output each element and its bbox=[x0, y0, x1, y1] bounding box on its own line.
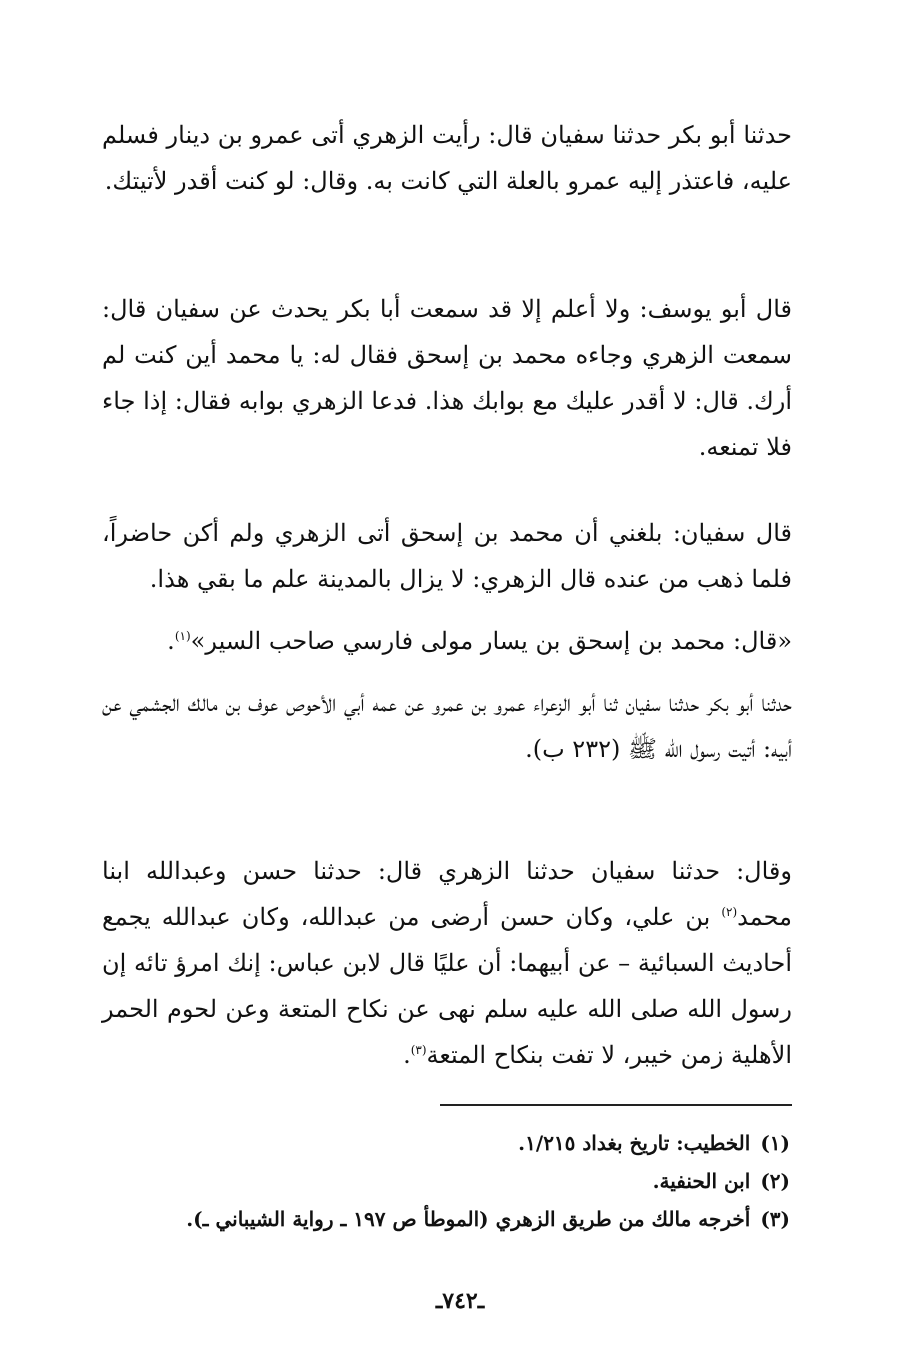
footnote-divider bbox=[440, 1104, 792, 1106]
paragraph-2: قال أبو يوسف: ولا أعلم إلا قد سمعت أبا بكر يحدث عن سفيان قال: سمعت الزهري وجاءه محمد بن إسحق فقال له: يا محمد أين كنت لم أرك. قال: لا أقدر عليك مع بوابك هذا. فدعا الزهري بوابه فقال: إذا جاء فلا تمنعه. bbox=[102, 295, 792, 461]
footnote-text: الخطيب: تاريخ بغداد ١/٢١٥. bbox=[518, 1131, 751, 1155]
footnote-number: (٢) bbox=[760, 1169, 790, 1193]
footnote-ref-3: (٣) bbox=[410, 1043, 427, 1057]
footnote-number: (١) bbox=[760, 1131, 790, 1155]
paragraph-6-text-b: بن علي، وكان حسن أرضى من عبدالله، وكان عبدالله يجمع أحاديث السبائية – عن أبيهما: أن عليًا قال لابن عباس: إنك امرؤ تائه إن رسول الله صلى الله عليه سلم نهى عن نكاح المتعة وعن لحوم الحمر الأهلية زمن خيبر، لا تفت بنكاح المتعة bbox=[102, 903, 792, 1069]
footnote-2 bbox=[100, 1162, 790, 1200]
paragraph-4-tail: . bbox=[167, 627, 175, 655]
footnote-3 bbox=[100, 1200, 790, 1238]
footnotes-list bbox=[100, 1124, 790, 1238]
paragraph-6 bbox=[102, 848, 792, 1078]
paragraph-5: حدثنا أبو بكر حدثنا سفيان ثنا أبو الزعراء عمرو بن عمرو عن عمه أبي الأحوص عوف بن مالك الجشمي عن أبيه: أتيت رسول الله ﷺ (٢٣٢ ب). bbox=[102, 689, 792, 763]
paragraph-4 bbox=[137, 618, 792, 664]
paragraph-4-text: «قال: محمد بن إسحق بن يسار مولى فارسي صاحب السير» bbox=[190, 627, 792, 655]
footnote-number: (٣) bbox=[760, 1207, 790, 1231]
paragraph-3: قال سفيان: بلغني أن محمد بن إسحق أتى الزهري ولم أكن حاضراً، فلما ذهب من عنده قال الزهري: لا يزال بالمدينة علم ما بقي هذا. bbox=[102, 519, 792, 593]
footnote-text: ابن الحنفية. bbox=[652, 1169, 751, 1193]
page-number: ـ٧٤٢ـ bbox=[435, 1288, 485, 1314]
footnote-ref-2: (٢) bbox=[721, 905, 738, 919]
footnote-ref-1: (١) bbox=[174, 629, 191, 643]
paragraph-1: حدثنا أبو بكر حدثنا سفيان قال: رأيت الزهري أتى عمرو بن دينار فسلم عليه، فاعتذر إليه عمرو بالعلة التي كانت به. وقال: لو كنت أقدر لأتيتك. bbox=[102, 121, 792, 195]
paragraph-6-tail: . bbox=[403, 1041, 411, 1069]
footnote-text: أخرجه مالك من طريق الزهري (الموطأ ص ١٩٧ ـ رواية الشيباني ـ). bbox=[186, 1207, 751, 1231]
paragraph-6-text-a: وقال: حدثنا سفيان حدثنا الزهري قال: حدثنا حسن وعبدالله ابنا محمد bbox=[102, 857, 792, 931]
footnote-1 bbox=[100, 1124, 790, 1162]
